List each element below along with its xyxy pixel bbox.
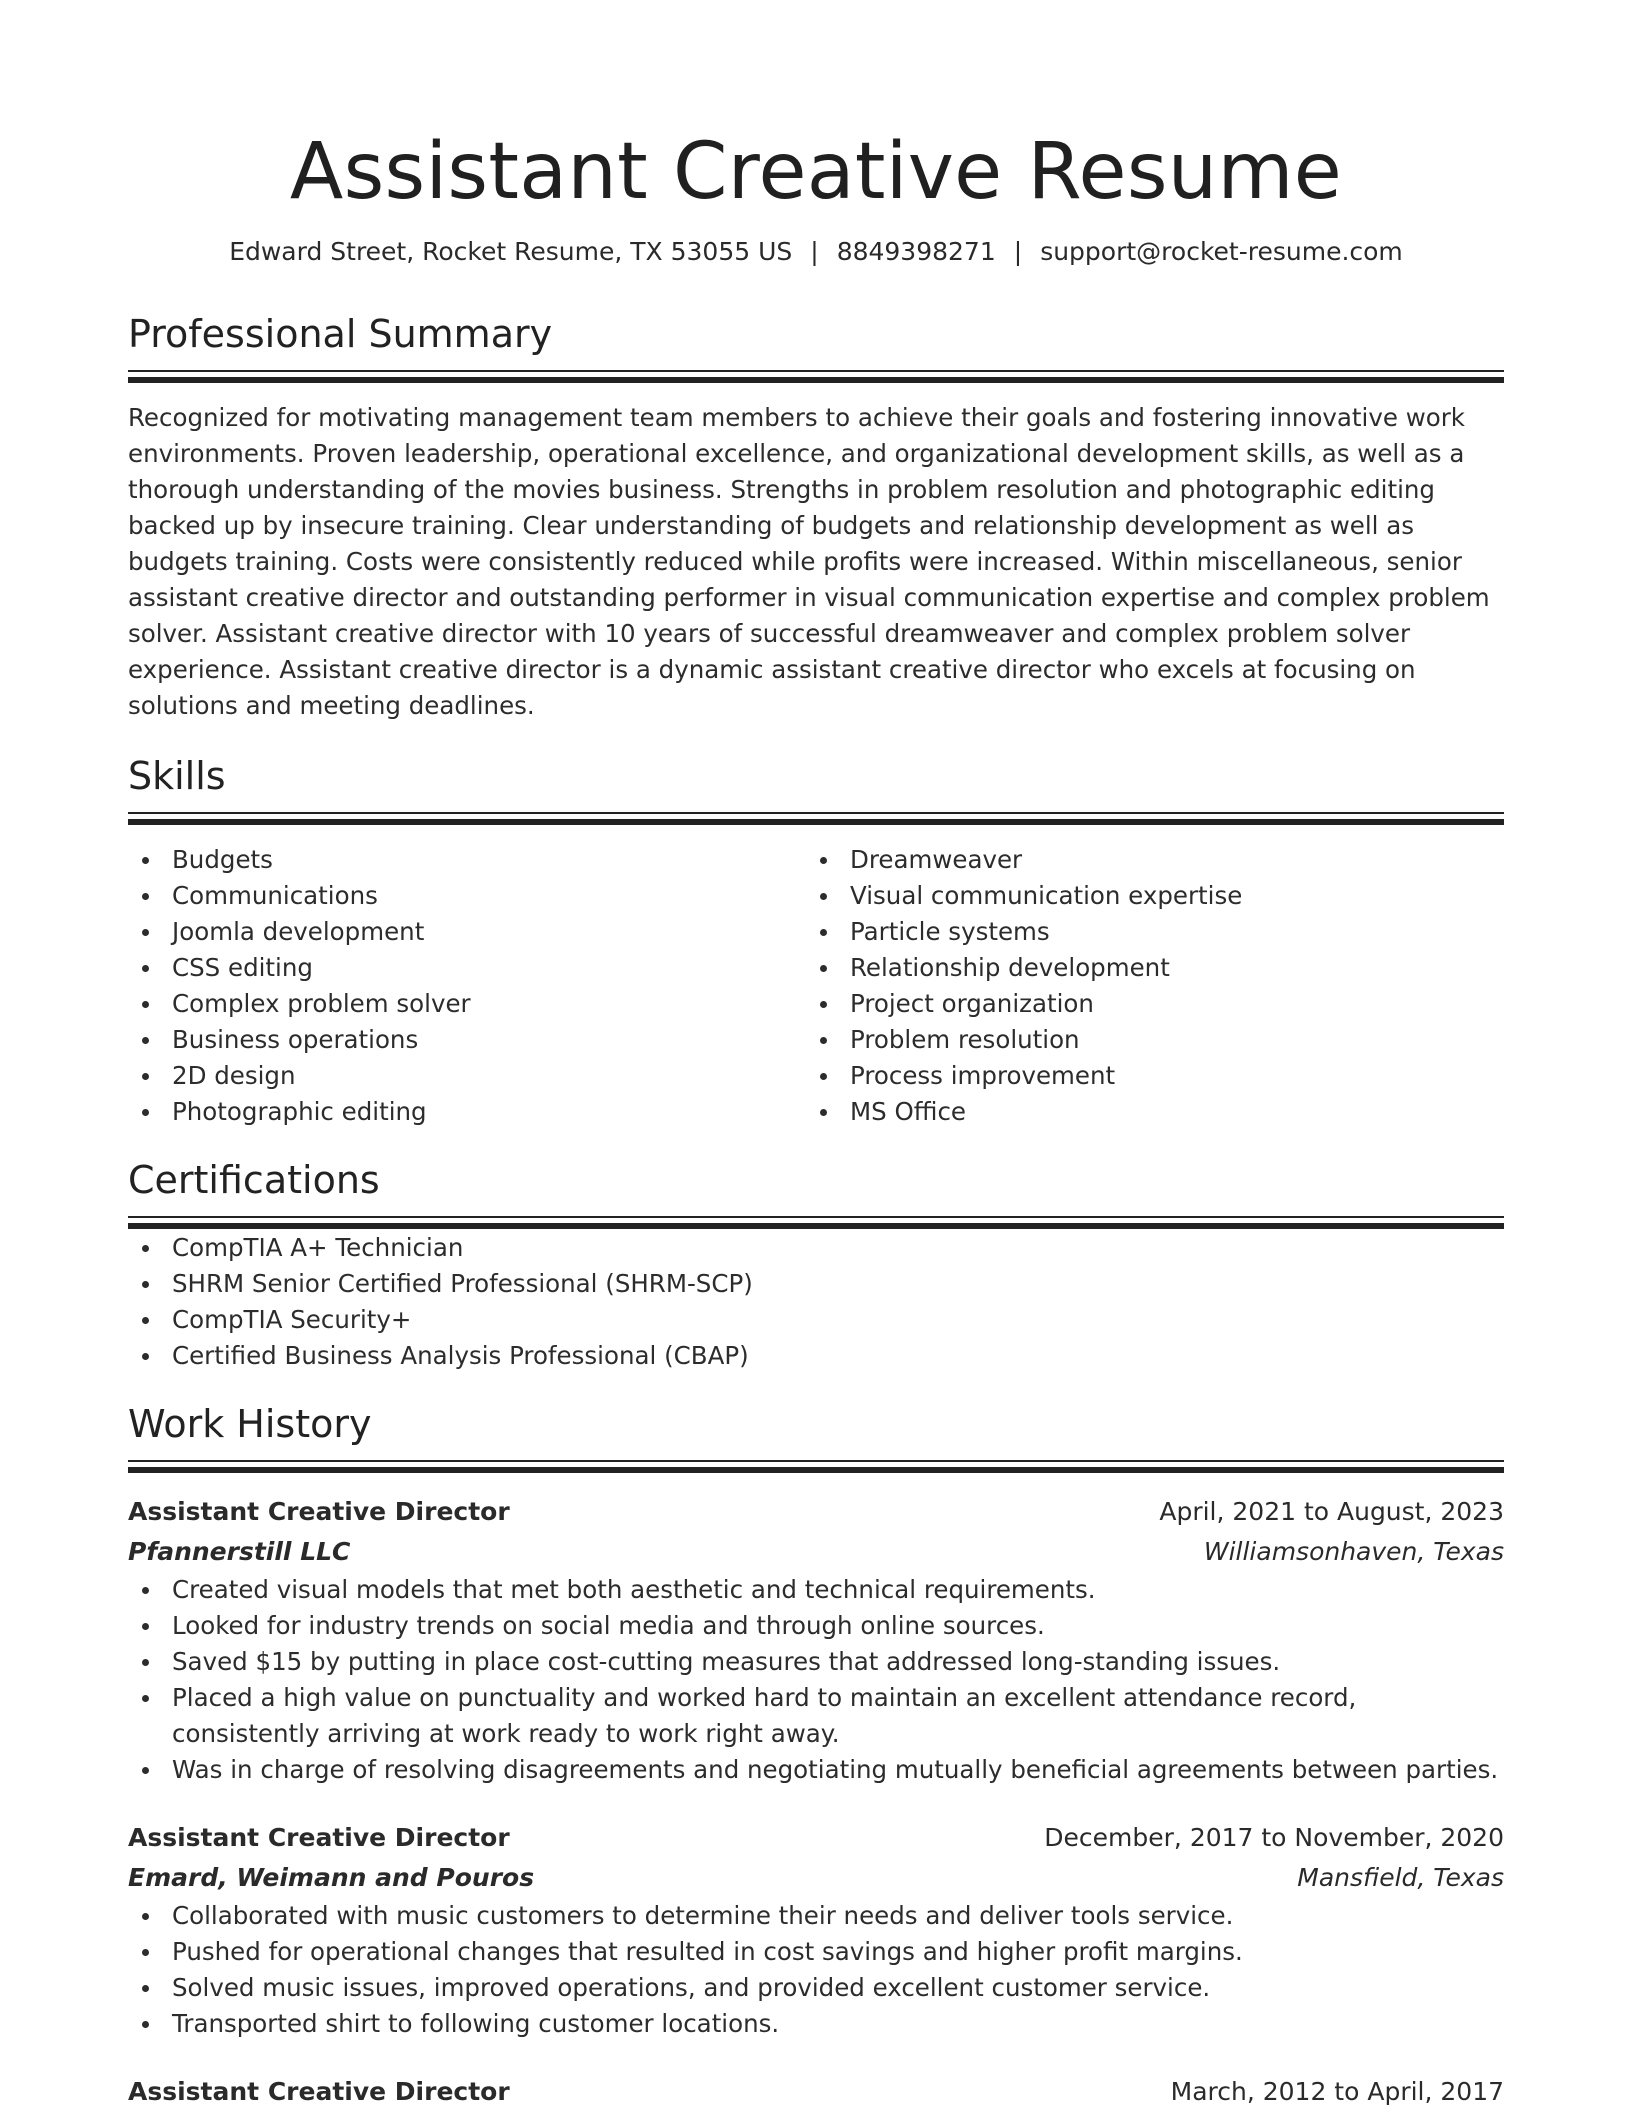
- section-heading: Certifications: [128, 1158, 380, 1202]
- resume-page: [128, 0, 1504, 2112]
- certification-item: CompTIA A+ Technician: [128, 1230, 1504, 1266]
- resume-title: Assistant Creative Resume: [289, 127, 1343, 217]
- skills-grid: [128, 842, 1504, 1130]
- job-duty: Solved music issues, improved operations, and provided excellent customer service.: [128, 1970, 1504, 2006]
- job-dates: April, 2021 to August, 2023: [1159, 1497, 1504, 1526]
- job-entry: [128, 1818, 1504, 2042]
- skill-item: MS Office: [806, 1094, 1484, 1130]
- job-location: Williamsonhaven, Texas: [1203, 1537, 1504, 1566]
- skill-item: Process improvement: [806, 1058, 1484, 1094]
- job-title: Assistant Creative Director: [128, 1823, 510, 1852]
- section-heading: Work History: [128, 1402, 372, 1446]
- job-duty: Pushed for operational changes that resulted in cost savings and higher profit margins.: [128, 1934, 1504, 1970]
- skill-item: Relationship development: [806, 950, 1484, 986]
- certification-item: SHRM Senior Certified Professional (SHRM-SCP): [128, 1266, 1504, 1302]
- certifications-section: [128, 1156, 1504, 1374]
- skill-item: Budgets: [128, 842, 806, 878]
- job-duty: Looked for industry trends on social media and through online sources.: [128, 1608, 1504, 1644]
- job-company-row: [128, 1858, 1504, 1898]
- job-duty: Transported shirt to following customer locations.: [128, 2006, 1504, 2042]
- job-duties-list: [128, 1572, 1504, 1788]
- contact-separator: |: [1013, 237, 1023, 266]
- job-duty: Created visual models that met both aesthetic and technical requirements.: [128, 1572, 1504, 1608]
- job-duty: Saved $15 by putting in place cost-cutting measures that addressed long-standing issues.: [128, 1644, 1504, 1680]
- job-entry: [128, 1492, 1504, 1788]
- certification-item: Certified Business Analysis Professional (CBAP): [128, 1338, 1504, 1374]
- job-title: Assistant Creative Director: [128, 2077, 510, 2106]
- skill-item: CSS editing: [128, 950, 806, 986]
- skill-item: Visual communication expertise: [806, 878, 1484, 914]
- skill-item: Complex problem solver: [128, 986, 806, 1022]
- skill-item: Dreamweaver: [806, 842, 1484, 878]
- job-header-row: [128, 1818, 1504, 1858]
- job-title: Assistant Creative Director: [128, 1497, 510, 1526]
- job-location: Mansfield, Texas: [1297, 1863, 1504, 1892]
- contact-email: support@rocket-resume.com: [1040, 237, 1403, 266]
- job-duty: Placed a high value on punctuality and worked hard to maintain an excellent attendance record, consistently arriving at work ready to work right away.: [128, 1680, 1504, 1752]
- job-dates: March, 2012 to April, 2017: [1170, 2077, 1504, 2106]
- section-divider: [128, 1216, 1504, 1230]
- skills-list-right: [806, 842, 1484, 1130]
- job-duties-list: [128, 1898, 1504, 2042]
- job-company-row: [128, 1532, 1504, 1572]
- contact-address: Edward Street, Rocket Resume, TX 53055 US: [229, 237, 793, 266]
- skill-item: Photographic editing: [128, 1094, 806, 1130]
- work-history-section: [128, 1400, 1504, 2112]
- job-dates: December, 2017 to November, 2020: [1044, 1823, 1504, 1852]
- job-duty: Was in charge of resolving disagreements and negotiating mutually beneficial agreements between parties.: [128, 1752, 1504, 1788]
- skill-item: Communications: [128, 878, 806, 914]
- job-header-row: [128, 2072, 1504, 2112]
- skill-item: Joomla development: [128, 914, 806, 950]
- job-company: Pfannerstill LLC: [128, 1537, 351, 1566]
- section-heading: Professional Summary: [128, 312, 553, 356]
- skill-item: Particle systems: [806, 914, 1484, 950]
- skill-item: 2D design: [128, 1058, 806, 1094]
- skills-list-left: [128, 842, 806, 1130]
- section-divider: [128, 1460, 1504, 1474]
- section-heading: Skills: [128, 754, 226, 798]
- skill-item: Project organization: [806, 986, 1484, 1022]
- contact-separator: |: [810, 237, 819, 266]
- skill-item: Business operations: [128, 1022, 806, 1058]
- job-entry: [128, 2072, 1504, 2112]
- certification-item: CompTIA Security+: [128, 1302, 1504, 1338]
- job-duty: Collaborated with music customers to determine their needs and deliver tools service.: [128, 1898, 1504, 1934]
- contact-phone: 8849398271: [836, 237, 996, 266]
- job-company: Emard, Weimann and Pouros: [128, 1863, 535, 1892]
- job-header-row: [128, 1492, 1504, 1532]
- summary-text: Recognized for motivating management team members to achieve their goals and fostering innovative work environments. Proven leadership, operational excellence, and organizational development skills, as well as a thorough understanding of the movies business. Strengths in problem resolution and photographic editing backed up by insecure training. Clear understanding of budgets and relationship development as well as budgets training. Costs were consistently reduced while profits were increased. Within miscellaneous, senior assistant creative director and outstanding performer in visual communication expertise and complex problem solver. Assistant creative director with 10 years of successful dreamweaver and complex problem solver experience. Assistant creative director is a dynamic assistant creative director who excels at focusing on solutions and meeting deadlines.: [128, 403, 1490, 720]
- contact-line: [128, 236, 1504, 268]
- section-divider: [128, 812, 1504, 826]
- professional-summary-section: [128, 310, 1504, 724]
- certifications-list: [128, 1230, 1504, 1374]
- section-divider: [128, 370, 1504, 384]
- skills-section: [128, 752, 1504, 1130]
- skill-item: Problem resolution: [806, 1022, 1484, 1058]
